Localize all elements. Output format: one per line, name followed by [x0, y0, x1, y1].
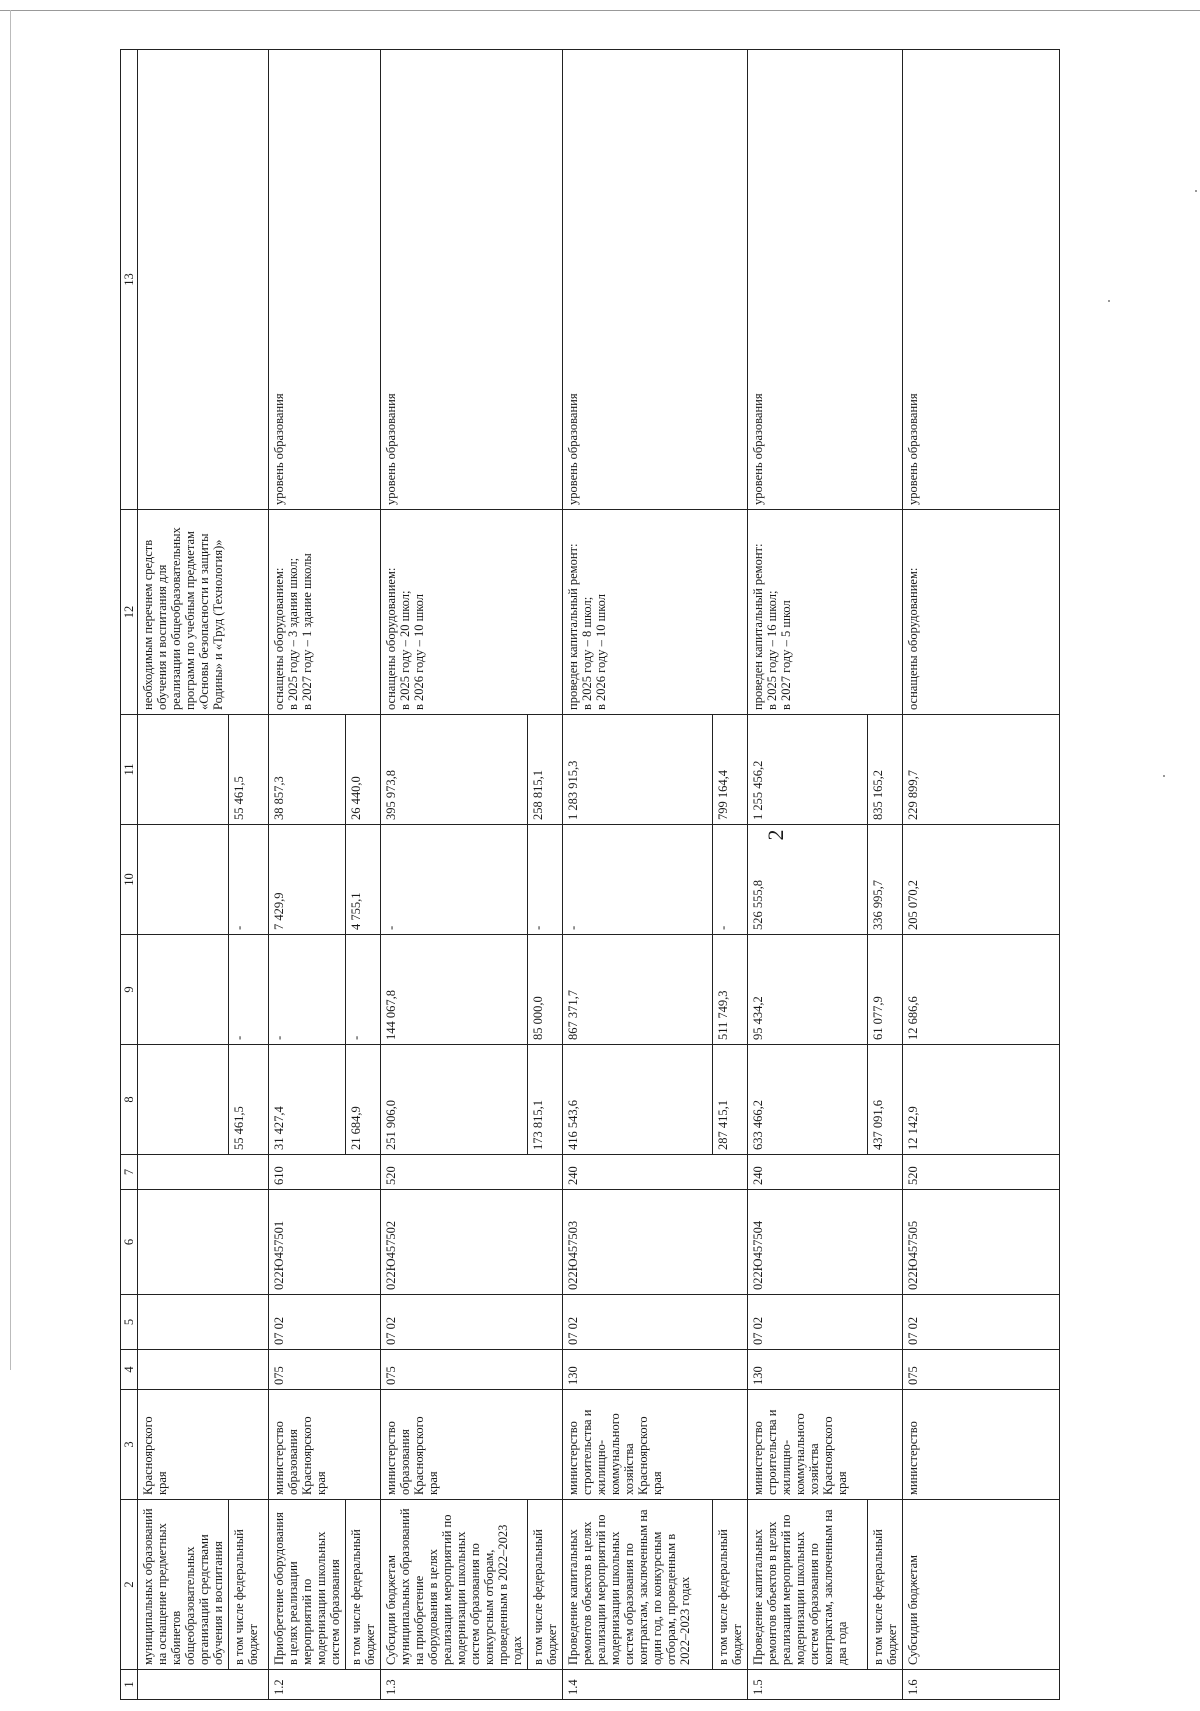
- amount-cell: 437 091,6: [868, 1045, 903, 1155]
- row-number-cell: 1.6: [903, 1670, 1060, 1700]
- code-cell: 075: [269, 1350, 381, 1390]
- agency-cell: Красноярского края: [138, 1390, 269, 1500]
- amount-cell: 1 283 915,3: [563, 715, 713, 825]
- amount-cell: 799 164,4: [713, 715, 748, 825]
- code-cell: 022Ю457505: [903, 1190, 1060, 1295]
- scan-border-left: [10, 10, 11, 1370]
- amount-cell: 229 899,7: [903, 715, 1060, 825]
- code-cell: 07 02: [903, 1295, 1060, 1350]
- header-cell: 9: [121, 935, 138, 1045]
- header-cell: 1: [121, 1670, 138, 1700]
- header-cell: 2: [121, 1500, 138, 1670]
- description-cell: в том числе федеральный бюджет: [868, 1500, 903, 1670]
- code-cell: 240: [748, 1155, 903, 1190]
- amount-cell: 526 555,8: [748, 825, 868, 935]
- amount-cell: 7 429,9: [269, 825, 346, 935]
- description-cell: в том числе федеральный бюджет: [229, 1500, 269, 1670]
- amount-cell: 867 371,7: [563, 935, 713, 1045]
- amount-cell: 21 684,9: [346, 1045, 381, 1155]
- result-cell: оснащены оборудованием: в 2025 году – 20 школ; в 2026 году – 10 школ: [381, 510, 563, 715]
- amount-cell: 251 906,0: [381, 1045, 528, 1155]
- amount-cell: 395 973,8: [381, 715, 528, 825]
- budget-table: [120, 49, 1060, 1700]
- amount-cell: 31 427,4: [269, 1045, 346, 1155]
- amount-cell: 85 000,0: [528, 935, 563, 1045]
- scan-speck: [1163, 775, 1165, 777]
- code-cell: 130: [748, 1350, 903, 1390]
- page-number: 2: [763, 829, 788, 841]
- amount-cell: 287 415,1: [713, 1045, 748, 1155]
- code-cell: 07 02: [748, 1295, 903, 1350]
- code-cell: [138, 1155, 269, 1190]
- amount-cell: 633 466,2: [748, 1045, 868, 1155]
- indicator-cell: [138, 50, 269, 510]
- amount-cell: [138, 825, 229, 935]
- amount-cell: 12 142,9: [903, 1045, 1060, 1155]
- amount-cell: -: [346, 935, 381, 1045]
- code-cell: 075: [381, 1350, 563, 1390]
- result-cell: необходимым перечнем средств обучения и воспитания для реализации общеобразовательных программ по учебным предметам «Основы безопасности и защиты Родины» и «Труд (Технология)»: [138, 510, 269, 715]
- table-row: [563, 50, 713, 1700]
- scan-speck: [1195, 190, 1197, 192]
- header-cell: 12: [121, 510, 138, 715]
- code-cell: 07 02: [563, 1295, 748, 1350]
- code-cell: 130: [563, 1350, 748, 1390]
- header-cell: 8: [121, 1045, 138, 1155]
- agency-cell: министерство: [903, 1390, 1060, 1500]
- row-number-cell: 1.5: [748, 1670, 903, 1700]
- scan-speck: [1108, 300, 1110, 302]
- description-cell: в том числе федеральный бюджет: [713, 1500, 748, 1670]
- code-cell: 022Ю457502: [381, 1190, 563, 1295]
- rotated-table-frame: [120, 50, 1060, 1700]
- row-number-cell: 1.3: [381, 1670, 563, 1700]
- amount-cell: 173 815,1: [528, 1045, 563, 1155]
- header-cell: 5: [121, 1295, 138, 1350]
- code-cell: 520: [903, 1155, 1060, 1190]
- amount-cell: 835 165,2: [868, 715, 903, 825]
- agency-cell: министерство строительства и жилищно-коммунального хозяйства Красноярского края: [748, 1390, 903, 1500]
- indicator-cell: уровень образования: [381, 50, 563, 510]
- header-cell: 4: [121, 1350, 138, 1390]
- header-cell: 10: [121, 825, 138, 935]
- amount-cell: 144 067,8: [381, 935, 528, 1045]
- code-cell: 07 02: [269, 1295, 381, 1350]
- indicator-cell: уровень образования: [903, 50, 1060, 510]
- amount-cell: [138, 935, 229, 1045]
- table-row: [748, 50, 868, 1700]
- amount-cell: 55 461,5: [229, 1045, 269, 1155]
- description-cell: в том числе федеральный бюджет: [346, 1500, 381, 1670]
- code-cell: 022Ю457501: [269, 1190, 381, 1295]
- header-cell: 3: [121, 1390, 138, 1500]
- amount-cell: -: [229, 825, 269, 935]
- code-cell: 075: [903, 1350, 1060, 1390]
- indicator-cell: уровень образования: [269, 50, 381, 510]
- amount-cell: -: [713, 825, 748, 935]
- amount-cell: 38 857,3: [269, 715, 346, 825]
- description-cell: в том числе федеральный бюджет: [528, 1500, 563, 1670]
- table-row: [138, 50, 229, 1700]
- row-number-cell: 1.2: [269, 1670, 381, 1700]
- indicator-cell: уровень образования: [748, 50, 903, 510]
- amount-cell: 61 077,9: [868, 935, 903, 1045]
- code-cell: 022Ю457503: [563, 1190, 748, 1295]
- amount-cell: [138, 715, 229, 825]
- description-cell: Проведение капитальных ремонтов объектов в целях реализации мероприятий по модернизации школьных систем образования по контрактам, заключенным на один год, по конкурсным отборам, проведенным в 2022–2023 годах: [563, 1500, 713, 1670]
- amount-cell: [138, 1045, 229, 1155]
- amount-cell: 4 755,1: [346, 825, 381, 935]
- result-cell: оснащены оборудованием: в 2025 году – 3 здания школ; в 2027 году – 1 здание школы: [269, 510, 381, 715]
- amount-cell: 258 815,1: [528, 715, 563, 825]
- code-cell: 07 02: [381, 1295, 563, 1350]
- description-cell: Проведение капитальных ремонтов объектов в целях реализации мероприятий по модернизации школьных систем образования по контрактам, заключенным на два года: [748, 1500, 868, 1670]
- result-cell: оснащены оборудованием:: [903, 510, 1060, 715]
- table-row: [903, 50, 1060, 1700]
- amount-cell: -: [269, 935, 346, 1045]
- indicator-cell: уровень образования: [563, 50, 748, 510]
- row-number-cell: 1.4: [563, 1670, 748, 1700]
- code-cell: [138, 1190, 269, 1295]
- code-cell: 240: [563, 1155, 748, 1190]
- description-cell: муниципальных образований на оснащение предметных кабинетов общеобразовательных организаций средствами обучения и воспитания: [138, 1500, 229, 1670]
- amount-cell: 416 543,6: [563, 1045, 713, 1155]
- amount-cell: 12 686,6: [903, 935, 1060, 1045]
- code-cell: [138, 1295, 269, 1350]
- description-cell: Субсидии бюджетам муниципальных образований на приобретение оборудования в целях реализации мероприятий по модернизации школьных систем образования по конкурсным отборам, проведенным в 2022–2023 годах: [381, 1500, 528, 1670]
- header-cell: 11: [121, 715, 138, 825]
- amount-cell: 55 461,5: [229, 715, 269, 825]
- amount-cell: -: [229, 935, 269, 1045]
- result-cell: проведен капитальный ремонт: в 2025 году – 16 школ; в 2027 году – 5 школ: [748, 510, 903, 715]
- code-cell: 610: [269, 1155, 381, 1190]
- header-row: [121, 50, 138, 1700]
- amount-cell: -: [381, 825, 528, 935]
- amount-cell: 205 070,2: [903, 825, 1060, 935]
- table-row: [269, 50, 346, 1700]
- description-cell: Приобретение оборудования в целях реализации мероприятий по модернизации школьных систем образования: [269, 1500, 346, 1670]
- header-cell: 6: [121, 1190, 138, 1295]
- header-cell: 7: [121, 1155, 138, 1190]
- result-cell: проведен капитальный ремонт: в 2025 году – 8 школ; в 2026 году – 10 школ: [563, 510, 748, 715]
- agency-cell: министерство образования Красноярского края: [381, 1390, 563, 1500]
- amount-cell: 95 434,2: [748, 935, 868, 1045]
- row-number-cell: [138, 1670, 269, 1700]
- scan-border-top: [0, 10, 1200, 11]
- code-cell: [138, 1350, 269, 1390]
- header-cell: 13: [121, 50, 138, 510]
- amount-cell: -: [563, 825, 713, 935]
- agency-cell: министерство строительства и жилищно-коммунального хозяйства Красноярского края: [563, 1390, 748, 1500]
- code-cell: 022Ю457504: [748, 1190, 903, 1295]
- amount-cell: 26 440,0: [346, 715, 381, 825]
- amount-cell: 1 255 456,2: [748, 715, 868, 825]
- amount-cell: -: [528, 825, 563, 935]
- amount-cell: 336 995,7: [868, 825, 903, 935]
- description-cell: Субсидии бюджетам: [903, 1500, 1060, 1670]
- code-cell: 520: [381, 1155, 563, 1190]
- agency-cell: министерство образования Красноярского края: [269, 1390, 381, 1500]
- table-row: [381, 50, 528, 1700]
- amount-cell: 511 749,3: [713, 935, 748, 1045]
